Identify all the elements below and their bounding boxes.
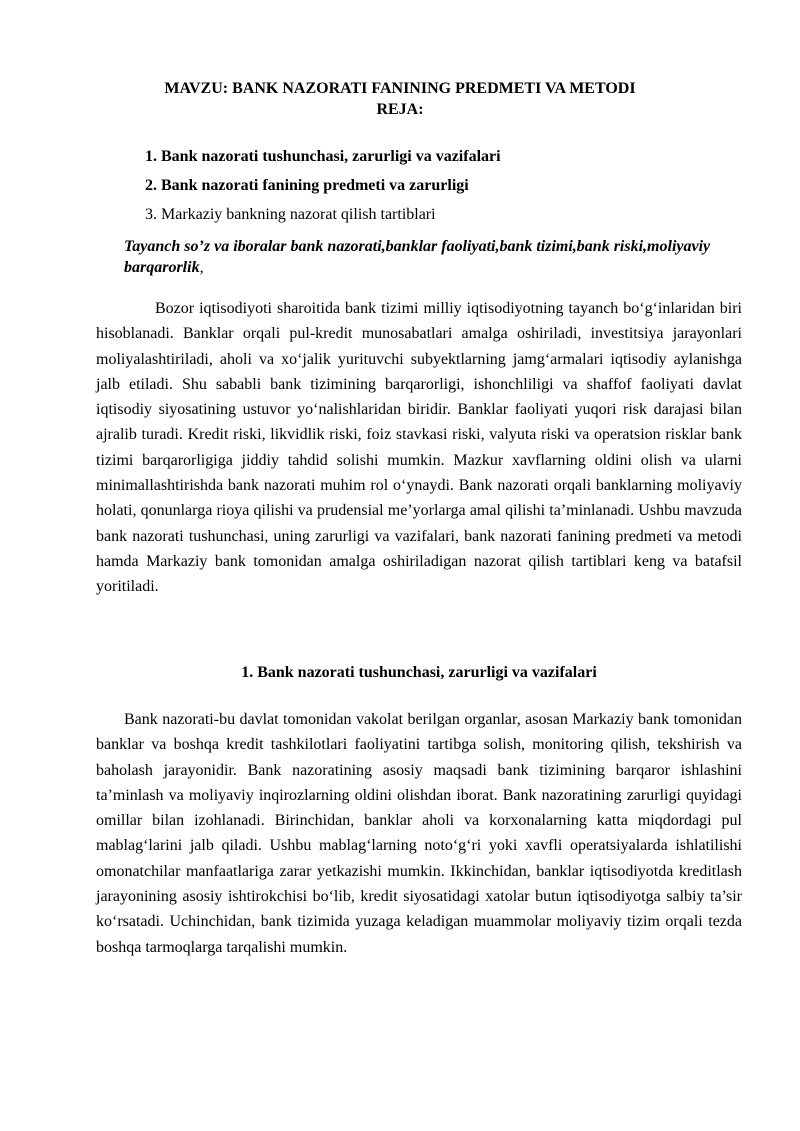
section-1-paragraph: Bank nazorati-bu davlat tomonidan vakolat berilgan organlar, asosan Markaziy bank tomonidan banklar va boshqa kredit tashkilotlari faoliyatini tartibga solish, monitoring qilish, tekshirish va baholash jarayonidir. Bank nazoratining asosiy maqsadi bank tizimining barqaror ishlashini ta’minlash va moliyaviy inqirozlarning oldini olishdan iborat. Bank nazoratining zarurligi quyidagi omillar bilan izohlanadi. Birinchidan, banklar aholi va korxonalarning katta miqdordagi pul mablag‘larini jalb qiladi. Ushbu mablag‘larning noto‘g‘ri yoki xavfli operatsiyalarda ishlatilishi omonatchilar manfaatlariga zarar yetkazishi mumkin. Ikkinchidan, banklar iqtisodiyotda kreditlash jarayonining asosiy ishtirokchisi bo‘lib, kredit siyosatidagi xatolar butun iqtisodiyotga salbiy ta’sir ko‘rsatadi. Uchinchidan, bank tizimida yuzaga keladigan muammolar moliyaviy tizim orqali tezda boshqa tarmoqlarga tarqalishi mumkin. bbox=[96, 711, 742, 956]
section-1-heading: 1. Bank nazorati tushunchasi, zarurligi va vazifalari bbox=[241, 664, 597, 681]
plan-item-2: 2. Bank nazorati fanining predmeti va zarurligi bbox=[145, 177, 469, 194]
keywords-tail: , bbox=[199, 259, 204, 276]
intro-paragraph: Bozor iqtisodiyoti sharoitida bank tizimi milliy iqtisodiyotning tayanch bo‘g‘inlaridan biri hisoblanadi. Banklar orqali pul-kredit munosabatlari amalga oshiriladi, investitsiya jarayonlari moliyalashtiriladi, aholi va xo‘jalik yurituvchi subyektlarning jamg‘armalari iqtisodiy aylanishga jalb etiladi. Shu sababli bank tizimining barqarorligi, ishonchliligi va shaffof faoliyati davlat iqtisodiy siyosatining ustuvor yo‘nalishlaridan biridir. Banklar faoliyati yuqori risk darajasi bilan ajralib turadi. Kredit riski, likvidlik riski, foiz stavkasi riski, valyuta riski va operatsion risklar bank tizimi barqarorligiga jiddiy tahdid solishi mumkin. Mazkur xavflarning oldini olish va ularni minimallashtirishda bank nazorati muhim rol o‘ynaydi. Bank nazorati orqali banklarning moliyaviy holati, qonunlarga rioya qilishi va prudensial me’yorlarga amal qilishi ta’minlanadi. Ushbu mavzuda bank nazorati tushunchasi, uning zarurligi va vazifalari, bank nazorati fanining predmeti va metodi hamda Markaziy bank tomonidan amalga oshiriladigan nazorat qilish tartiblari keng va batafsil yoritiladi. bbox=[96, 300, 742, 596]
plan-item-3: 3. Markaziy bankning nazorat qilish tartiblari bbox=[145, 206, 436, 223]
keywords bbox=[124, 236, 724, 278]
plan-list bbox=[145, 146, 501, 233]
document-title: MAVZU: BANK NAZORATI FANINING PREDMETI VA METODI bbox=[164, 80, 636, 97]
keywords-text: Tayanch so’z va iboralar bank nazorati,banklar faoliyati,bank tizimi,bank riski,moliyaviy barqarorlik bbox=[124, 238, 711, 276]
plan-heading: REJA: bbox=[376, 101, 424, 118]
plan-item-1: 1. Bank nazorati tushunchasi, zarurligi va vazifalari bbox=[145, 148, 501, 165]
